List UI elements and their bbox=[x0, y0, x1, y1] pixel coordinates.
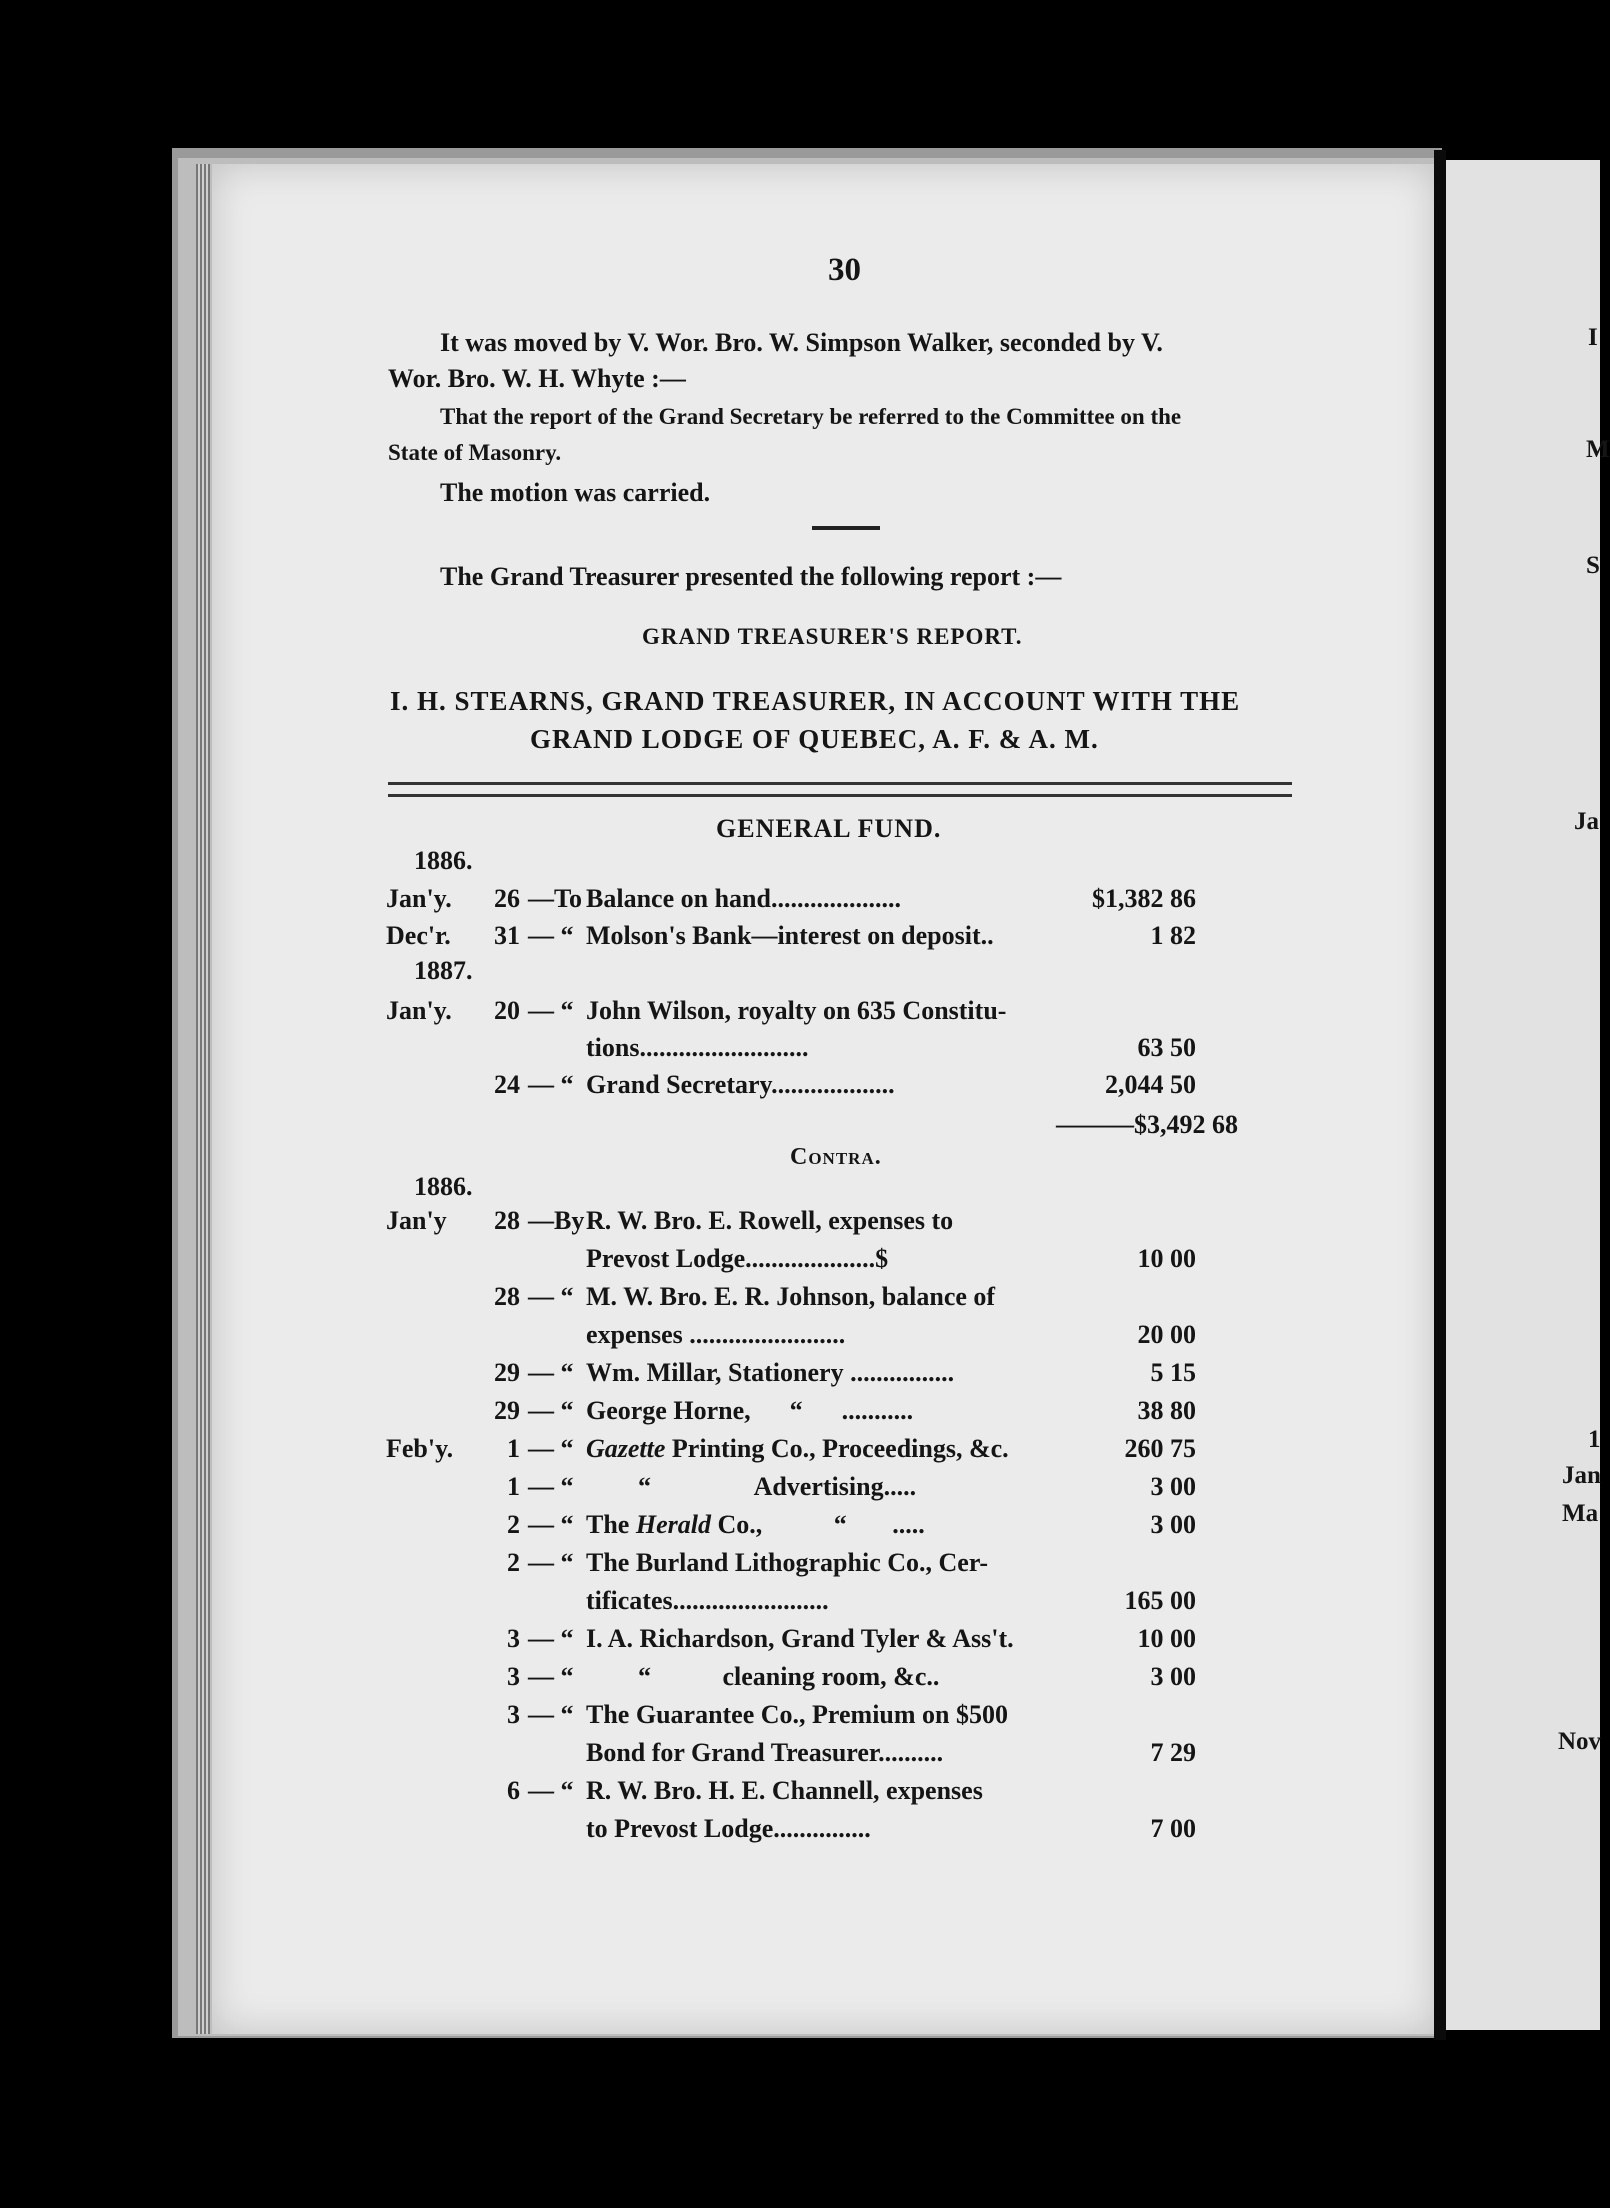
entry-amount: 260 75 bbox=[1124, 1434, 1196, 1463]
entry-amount: 3 00 bbox=[1150, 1662, 1196, 1691]
ledger-row bbox=[386, 1814, 1296, 1850]
entry-prefix: — “ bbox=[528, 1282, 574, 1311]
entry-description: M. W. Bro. E. R. Johnson, balance of bbox=[586, 1282, 996, 1311]
entry-description: “ Advertising..... bbox=[586, 1472, 917, 1501]
entry-day: 3 bbox=[507, 1662, 520, 1691]
entry-day: 29 bbox=[494, 1358, 520, 1387]
ledger-row bbox=[386, 1206, 1296, 1242]
entry-amount: 2,044 50 bbox=[1105, 1070, 1196, 1099]
resolution-line-2: State of Masonry. bbox=[388, 440, 562, 465]
entry-description: The Burland Lithographic Co., Cer- bbox=[586, 1548, 989, 1577]
entry-day: 28 bbox=[494, 1206, 520, 1235]
facing-page-fragment: Ja bbox=[1574, 808, 1599, 835]
report-title: GRAND TREASURER'S REPORT. bbox=[642, 624, 1023, 649]
ledger-row bbox=[386, 1776, 1296, 1812]
entry-day: 26 bbox=[494, 884, 520, 913]
section-divider bbox=[812, 526, 880, 530]
entry-day: 6 bbox=[507, 1776, 520, 1805]
ledger-row bbox=[386, 1244, 1296, 1280]
entry-day: 28 bbox=[494, 1282, 520, 1311]
entry-prefix: — “ bbox=[528, 1510, 574, 1539]
entry-prefix: — “ bbox=[528, 1548, 574, 1577]
entry-prefix: — “ bbox=[528, 1472, 574, 1501]
entry-description: Bond for Grand Treasurer.......... bbox=[586, 1738, 944, 1767]
book-gutter bbox=[1434, 150, 1446, 2040]
entry-prefix: — “ bbox=[528, 1776, 574, 1805]
entry-prefix: — “ bbox=[528, 1358, 574, 1387]
double-rule bbox=[388, 782, 1292, 797]
entry-description: George Horne, “ ........... bbox=[586, 1396, 914, 1425]
account-heading-line-2: GRAND LODGE OF QUEBEC, A. F. & A. M. bbox=[530, 724, 1099, 754]
entry-description: to Prevost Lodge............... bbox=[586, 1814, 871, 1843]
entry-description: Prevost Lodge....................$ bbox=[586, 1244, 889, 1273]
entry-description: Grand Secretary................... bbox=[586, 1070, 895, 1099]
ledger-row bbox=[386, 1396, 1296, 1432]
ledger-row bbox=[386, 1434, 1296, 1470]
entry-amount: 5 15 bbox=[1150, 1358, 1196, 1387]
entry-prefix: — “ bbox=[528, 1434, 574, 1463]
entry-date: Jan'y. bbox=[386, 996, 452, 1025]
entry-description: The Guarantee Co., Premium on $500 bbox=[586, 1700, 1008, 1729]
entry-day: 2 bbox=[507, 1548, 520, 1577]
entry-day: 24 bbox=[494, 1070, 520, 1099]
ledger-row bbox=[386, 1738, 1296, 1774]
facing-page-fragment: Nov bbox=[1558, 1728, 1602, 1755]
entry-description: “ cleaning room, &c.. bbox=[586, 1662, 940, 1691]
entry-prefix: — “ bbox=[528, 996, 574, 1025]
entry-description: expenses ........................ bbox=[586, 1320, 846, 1349]
entry-amount: 20 00 bbox=[1137, 1320, 1196, 1349]
ledger-row bbox=[386, 996, 1296, 1032]
entry-description: tions.......................... bbox=[586, 1033, 809, 1062]
entry-description: R. W. Bro. E. Rowell, expenses to bbox=[586, 1206, 954, 1235]
entry-day: 1 bbox=[507, 1434, 520, 1463]
ledger-row bbox=[386, 884, 1296, 920]
entry-prefix: — “ bbox=[528, 1624, 574, 1653]
entry-amount: 10 00 bbox=[1137, 1244, 1196, 1273]
entry-prefix: — “ bbox=[528, 1070, 574, 1099]
facing-page-fragment: 1 bbox=[1588, 1426, 1601, 1453]
entry-date: Dec'r. bbox=[386, 921, 451, 950]
ledger-row bbox=[386, 1662, 1296, 1698]
entry-day: 20 bbox=[494, 996, 520, 1025]
entry-amount: 3 00 bbox=[1150, 1472, 1196, 1501]
entry-description: John Wilson, royalty on 635 Constitu- bbox=[586, 996, 1007, 1025]
entry-description: Molson's Bank—interest on deposit.. bbox=[586, 921, 994, 950]
ledger-row bbox=[386, 1358, 1296, 1394]
contra-title: Contra. bbox=[790, 1144, 882, 1170]
facing-page-fragment: I bbox=[1588, 324, 1598, 351]
motion-line-1: It was moved by V. Wor. Bro. W. Simpson Walker, seconded by V. bbox=[440, 328, 1163, 357]
page-number: 30 bbox=[828, 252, 861, 288]
facing-page-fragment: Ma bbox=[1562, 1500, 1599, 1527]
entry-amount: 38 80 bbox=[1137, 1396, 1196, 1425]
entry-description: Balance on hand.................... bbox=[586, 884, 901, 913]
report-intro: The Grand Treasurer presented the following report :— bbox=[440, 562, 1062, 591]
entry-date: Jan'y. bbox=[386, 884, 452, 913]
entry-amount: 165 00 bbox=[1124, 1586, 1196, 1615]
entry-amount: 7 29 bbox=[1150, 1738, 1196, 1767]
facing-page-fragment: M bbox=[1586, 436, 1610, 463]
resolution-line-1: That the report of the Grand Secretary be referred to the Committee on the bbox=[440, 404, 1182, 429]
ledger-row bbox=[386, 1033, 1296, 1069]
ledger-row bbox=[386, 1624, 1296, 1660]
entry-day: 3 bbox=[507, 1624, 520, 1653]
facing-page-fragment: Jan bbox=[1562, 1462, 1601, 1489]
contra-year-1886: 1886. bbox=[414, 1172, 473, 1201]
entry-description: Gazette Printing Co., Proceedings, &c. bbox=[586, 1434, 1009, 1463]
account-heading-line-1: I. H. STEARNS, GRAND TREASURER, IN ACCOUNT WITH THE bbox=[390, 686, 1241, 716]
entry-day: 3 bbox=[507, 1700, 520, 1729]
ledger-row bbox=[386, 1472, 1296, 1508]
entry-day: 2 bbox=[507, 1510, 520, 1539]
entry-day: 31 bbox=[494, 921, 520, 950]
entry-description: The Herald Co., “ ..... bbox=[586, 1510, 925, 1539]
entry-day: 29 bbox=[494, 1396, 520, 1425]
motion-line-2: Wor. Bro. W. H. Whyte :— bbox=[388, 364, 686, 393]
year-1886: 1886. bbox=[414, 846, 473, 875]
facing-page-fragment: S bbox=[1586, 552, 1600, 579]
entry-date: Jan'y bbox=[386, 1206, 447, 1235]
ledger-row bbox=[386, 1510, 1296, 1546]
ledger-row bbox=[386, 1070, 1296, 1106]
entry-day: 1 bbox=[507, 1472, 520, 1501]
ledger-row bbox=[386, 921, 1296, 957]
entry-amount: 7 00 bbox=[1150, 1814, 1196, 1843]
motion-carried: The motion was carried. bbox=[440, 478, 711, 507]
entry-description: R. W. Bro. H. E. Channell, expenses bbox=[586, 1776, 983, 1805]
entry-amount: 3 00 bbox=[1150, 1510, 1196, 1539]
entry-prefix: — “ bbox=[528, 1662, 574, 1691]
year-1887: 1887. bbox=[414, 956, 473, 985]
entry-date: Feb'y. bbox=[386, 1434, 454, 1463]
entry-prefix: — “ bbox=[528, 1396, 574, 1425]
page-edge-lines bbox=[196, 164, 210, 2034]
ledger-row bbox=[386, 1320, 1296, 1356]
entry-amount: 63 50 bbox=[1137, 1033, 1196, 1062]
entry-prefix: — “ bbox=[528, 921, 574, 950]
ledger-row bbox=[386, 1282, 1296, 1318]
ledger-row bbox=[386, 1586, 1296, 1622]
entry-description: Wm. Millar, Stationery ................ bbox=[586, 1358, 955, 1387]
entry-description: I. A. Richardson, Grand Tyler & Ass't. bbox=[586, 1624, 1014, 1653]
entry-description: tificates........................ bbox=[586, 1586, 829, 1615]
entry-prefix: —To bbox=[528, 884, 582, 913]
debit-total: ———$3,492 68 bbox=[1056, 1110, 1238, 1139]
entry-prefix: — “ bbox=[528, 1700, 574, 1729]
entry-amount: $1,382 86 bbox=[1092, 884, 1196, 913]
entry-prefix: —By bbox=[528, 1206, 585, 1235]
fund-title: GENERAL FUND. bbox=[716, 814, 942, 843]
entry-amount: 10 00 bbox=[1137, 1624, 1196, 1653]
entry-amount: 1 82 bbox=[1150, 921, 1196, 950]
ledger-row bbox=[386, 1548, 1296, 1584]
ledger-row bbox=[386, 1700, 1296, 1736]
